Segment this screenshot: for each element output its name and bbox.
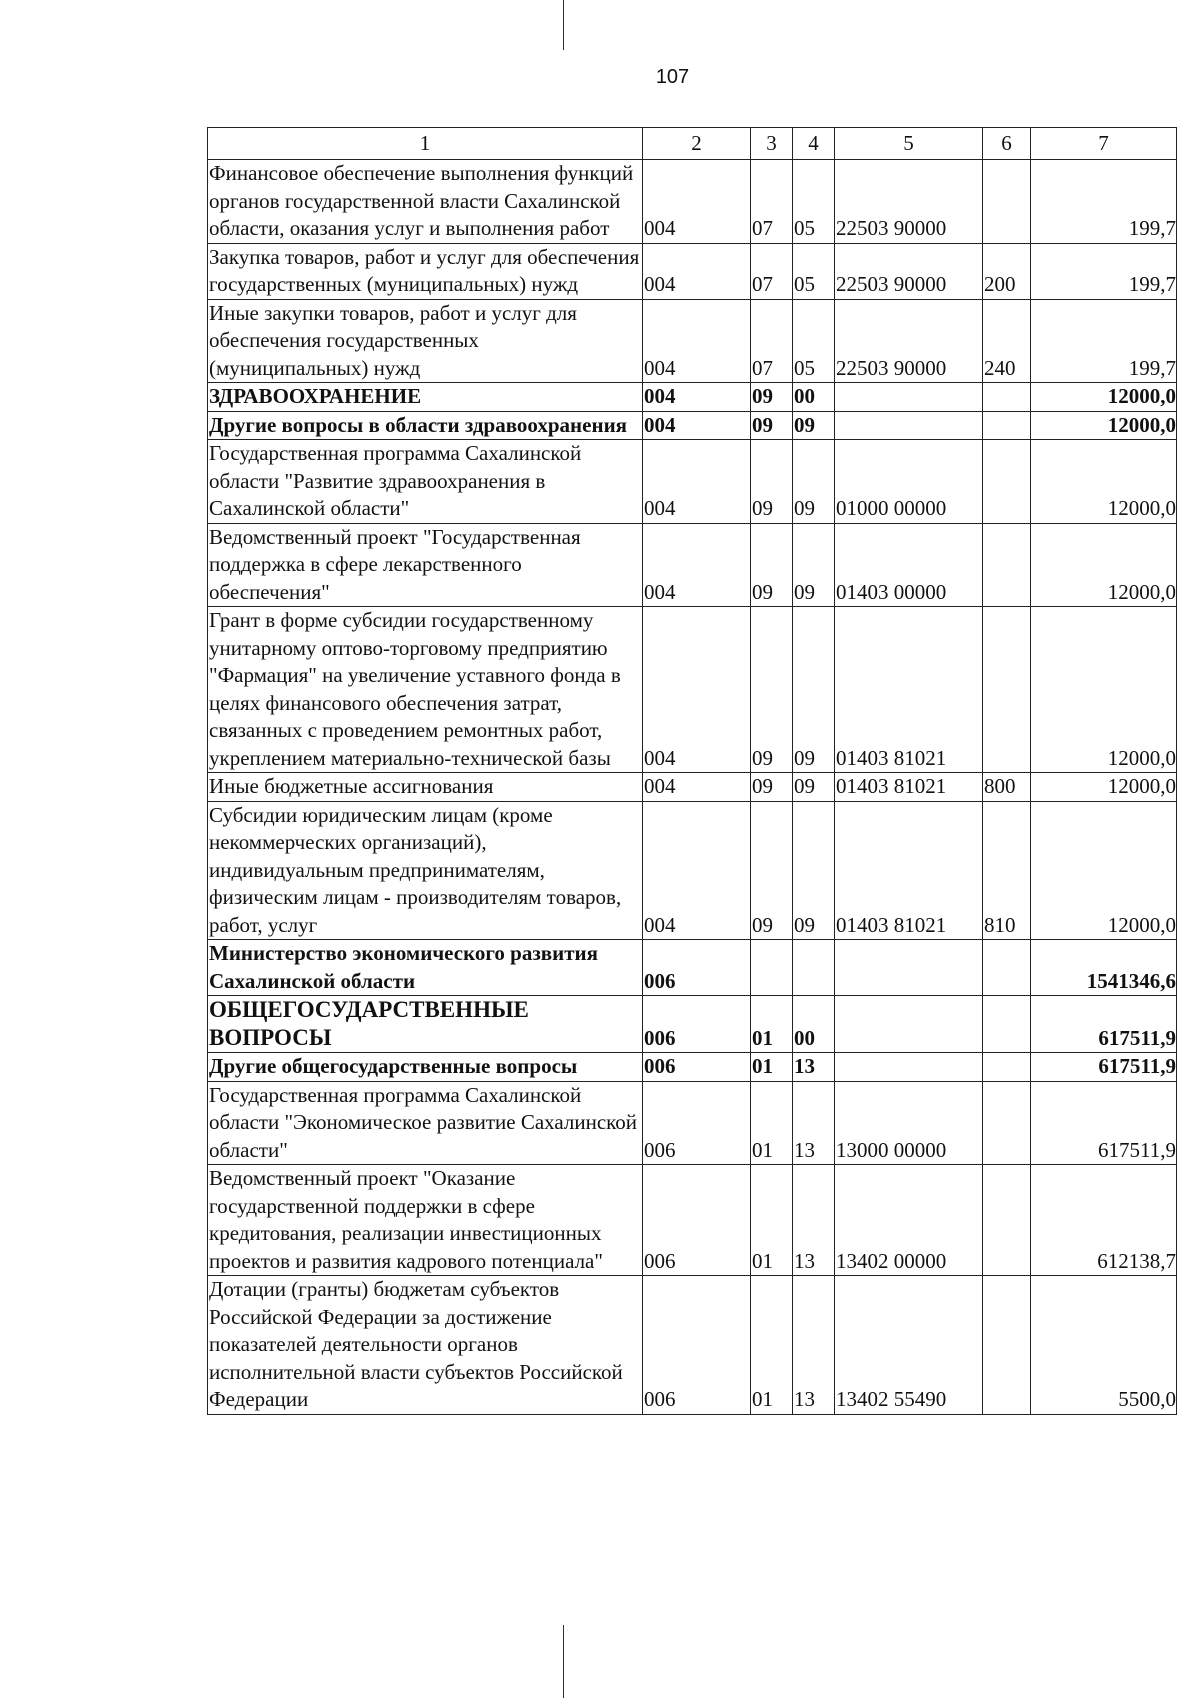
row-expense-type — [983, 1053, 1031, 1082]
row-section-code: 09 — [751, 607, 793, 773]
row-section-code: 01 — [751, 1165, 793, 1276]
row-amount: 199,7 — [1031, 243, 1177, 299]
row-subsection-code: 13 — [793, 1165, 835, 1276]
row-expense-type — [983, 1276, 1031, 1415]
row-target-article — [835, 383, 983, 412]
table-row — [208, 1081, 1177, 1165]
row-expense-type — [983, 383, 1031, 412]
row-expense-type — [983, 940, 1031, 996]
row-target-article: 01403 81021 — [835, 607, 983, 773]
row-section-code: 09 — [751, 773, 793, 802]
row-subsection-code: 00 — [793, 996, 835, 1053]
row-amount: 12000,0 — [1031, 801, 1177, 940]
row-ministry-code: 004 — [643, 440, 751, 524]
row-ministry-code: 006 — [643, 1053, 751, 1082]
row-amount: 1541346,6 — [1031, 940, 1177, 996]
row-subsection-code: 09 — [793, 801, 835, 940]
header-row — [208, 128, 1177, 160]
row-subsection-code: 13 — [793, 1081, 835, 1165]
table-row — [208, 996, 1177, 1053]
row-name: Другие вопросы в области здравоохранения — [208, 411, 643, 440]
table-row — [208, 299, 1177, 383]
row-amount: 199,7 — [1031, 299, 1177, 383]
row-expense-type — [983, 523, 1031, 607]
header-cell: 6 — [983, 128, 1031, 160]
row-amount: 612138,7 — [1031, 1165, 1177, 1276]
row-name: Дотации (гранты) бюджетам субъектов Российской Федерации за достижение показателей деятельности органов исполнительной власти субъектов Российской Федерации — [208, 1276, 643, 1415]
table-row — [208, 383, 1177, 412]
table-row — [208, 1053, 1177, 1082]
row-ministry-code: 004 — [643, 411, 751, 440]
row-expense-type: 810 — [983, 801, 1031, 940]
row-amount: 12000,0 — [1031, 383, 1177, 412]
row-expense-type — [983, 1081, 1031, 1165]
row-section-code: 09 — [751, 383, 793, 412]
row-target-article: 13402 00000 — [835, 1165, 983, 1276]
row-amount: 12000,0 — [1031, 411, 1177, 440]
row-section-code: 07 — [751, 299, 793, 383]
row-section-code: 09 — [751, 440, 793, 524]
row-subsection-code: 00 — [793, 383, 835, 412]
row-name: Грант в форме субсидии государственному унитарному оптово-торговому предприятию "Фармация" на увеличение уставного фонда в целях финансового обеспечения затрат, связанных с проведением ремонтных работ, укреплением материально-технической базы — [208, 607, 643, 773]
row-name: Ведомственный проект "Оказание государственной поддержки в сфере кредитования, реализации инвестиционных проектов и развития кадрового потенциала" — [208, 1165, 643, 1276]
row-expense-type — [983, 996, 1031, 1053]
table-row — [208, 1165, 1177, 1276]
row-name: Финансовое обеспечение выполнения функций органов государственной власти Сахалинской области, оказания услуг и выполнения работ — [208, 160, 643, 244]
row-target-article — [835, 996, 983, 1053]
row-subsection-code: 09 — [793, 523, 835, 607]
row-name: Министерство экономического развития Сахалинской области — [208, 940, 643, 996]
row-subsection-code: 09 — [793, 607, 835, 773]
fold-line-bottom — [563, 1625, 564, 1698]
row-expense-type — [983, 607, 1031, 773]
row-section-code: 09 — [751, 411, 793, 440]
row-ministry-code: 004 — [643, 773, 751, 802]
row-ministry-code: 004 — [643, 299, 751, 383]
row-amount: 617511,9 — [1031, 1081, 1177, 1165]
row-name: Субсидии юридическим лицам (кроме некоммерческих организаций), индивидуальным предпринимателям, физическим лицам - производителям товаров, работ, услуг — [208, 801, 643, 940]
row-subsection-code: 05 — [793, 299, 835, 383]
table-row — [208, 440, 1177, 524]
row-subsection-code: 13 — [793, 1276, 835, 1415]
row-ministry-code: 006 — [643, 940, 751, 996]
row-target-article — [835, 411, 983, 440]
row-name: ЗДРАВООХРАНЕНИЕ — [208, 383, 643, 412]
row-target-article: 13402 55490 — [835, 1276, 983, 1415]
row-subsection-code: 13 — [793, 1053, 835, 1082]
row-subsection-code: 09 — [793, 773, 835, 802]
row-expense-type: 800 — [983, 773, 1031, 802]
page-number: 107 — [655, 66, 690, 88]
header-cell: 1 — [208, 128, 643, 160]
row-target-article: 01403 81021 — [835, 773, 983, 802]
row-name: Ведомственный проект "Государственная поддержка в сфере лекарственного обеспечения" — [208, 523, 643, 607]
table-row — [208, 940, 1177, 996]
row-name: ОБЩЕГОСУДАРСТВЕННЫЕ ВОПРОСЫ — [208, 996, 643, 1053]
row-section-code: 01 — [751, 1276, 793, 1415]
row-amount: 12000,0 — [1031, 773, 1177, 802]
row-amount: 12000,0 — [1031, 440, 1177, 524]
row-expense-type — [983, 1165, 1031, 1276]
row-name: Государственная программа Сахалинской области "Экономическое развитие Сахалинской области" — [208, 1081, 643, 1165]
table-row — [208, 411, 1177, 440]
header-cell: 3 — [751, 128, 793, 160]
row-ministry-code: 006 — [643, 1081, 751, 1165]
row-target-article: 01000 00000 — [835, 440, 983, 524]
row-target-article: 22503 90000 — [835, 160, 983, 244]
row-amount: 5500,0 — [1031, 1276, 1177, 1415]
row-target-article: 22503 90000 — [835, 243, 983, 299]
row-target-article — [835, 940, 983, 996]
header-cell: 5 — [835, 128, 983, 160]
row-ministry-code: 004 — [643, 383, 751, 412]
row-target-article: 01403 81021 — [835, 801, 983, 940]
table-row — [208, 801, 1177, 940]
row-subsection-code: 09 — [793, 411, 835, 440]
row-target-article: 22503 90000 — [835, 299, 983, 383]
row-section-code: 07 — [751, 243, 793, 299]
row-ministry-code: 006 — [643, 1276, 751, 1415]
row-ministry-code: 006 — [643, 996, 751, 1053]
row-amount: 199,7 — [1031, 160, 1177, 244]
row-ministry-code: 004 — [643, 243, 751, 299]
header-cell: 2 — [643, 128, 751, 160]
header-cell: 4 — [793, 128, 835, 160]
row-amount: 12000,0 — [1031, 523, 1177, 607]
row-ministry-code: 004 — [643, 523, 751, 607]
table-row — [208, 773, 1177, 802]
row-expense-type: 240 — [983, 299, 1031, 383]
header-cell: 7 — [1031, 128, 1177, 160]
row-ministry-code: 004 — [643, 607, 751, 773]
row-name: Иные закупки товаров, работ и услуг для обеспечения государственных (муниципальных) нужд — [208, 299, 643, 383]
budget-table — [207, 127, 1177, 1415]
table-row — [208, 243, 1177, 299]
row-target-article: 01403 00000 — [835, 523, 983, 607]
row-ministry-code: 004 — [643, 801, 751, 940]
row-name: Закупка товаров, работ и услуг для обеспечения государственных (муниципальных) нужд — [208, 243, 643, 299]
row-section-code: 01 — [751, 1053, 793, 1082]
row-expense-type — [983, 411, 1031, 440]
table-row — [208, 607, 1177, 773]
row-ministry-code: 004 — [643, 160, 751, 244]
row-subsection-code: 05 — [793, 160, 835, 244]
table-row — [208, 523, 1177, 607]
row-expense-type — [983, 440, 1031, 524]
row-target-article: 13000 00000 — [835, 1081, 983, 1165]
row-subsection-code: 05 — [793, 243, 835, 299]
row-amount: 617511,9 — [1031, 1053, 1177, 1082]
row-expense-type — [983, 160, 1031, 244]
row-expense-type: 200 — [983, 243, 1031, 299]
row-amount: 12000,0 — [1031, 607, 1177, 773]
fold-line-top — [563, 0, 564, 50]
row-ministry-code: 006 — [643, 1165, 751, 1276]
row-section-code: 01 — [751, 1081, 793, 1165]
row-subsection-code — [793, 940, 835, 996]
row-section-code: 09 — [751, 523, 793, 607]
row-name: Государственная программа Сахалинской области "Развитие здравоохранения в Сахалинской области" — [208, 440, 643, 524]
row-section-code: 01 — [751, 996, 793, 1053]
row-section-code: 09 — [751, 801, 793, 940]
row-section-code: 07 — [751, 160, 793, 244]
row-name: Другие общегосударственные вопросы — [208, 1053, 643, 1082]
table-row — [208, 160, 1177, 244]
row-name: Иные бюджетные ассигнования — [208, 773, 643, 802]
row-section-code — [751, 940, 793, 996]
row-subsection-code: 09 — [793, 440, 835, 524]
row-target-article — [835, 1053, 983, 1082]
row-amount: 617511,9 — [1031, 996, 1177, 1053]
table-row — [208, 1276, 1177, 1415]
